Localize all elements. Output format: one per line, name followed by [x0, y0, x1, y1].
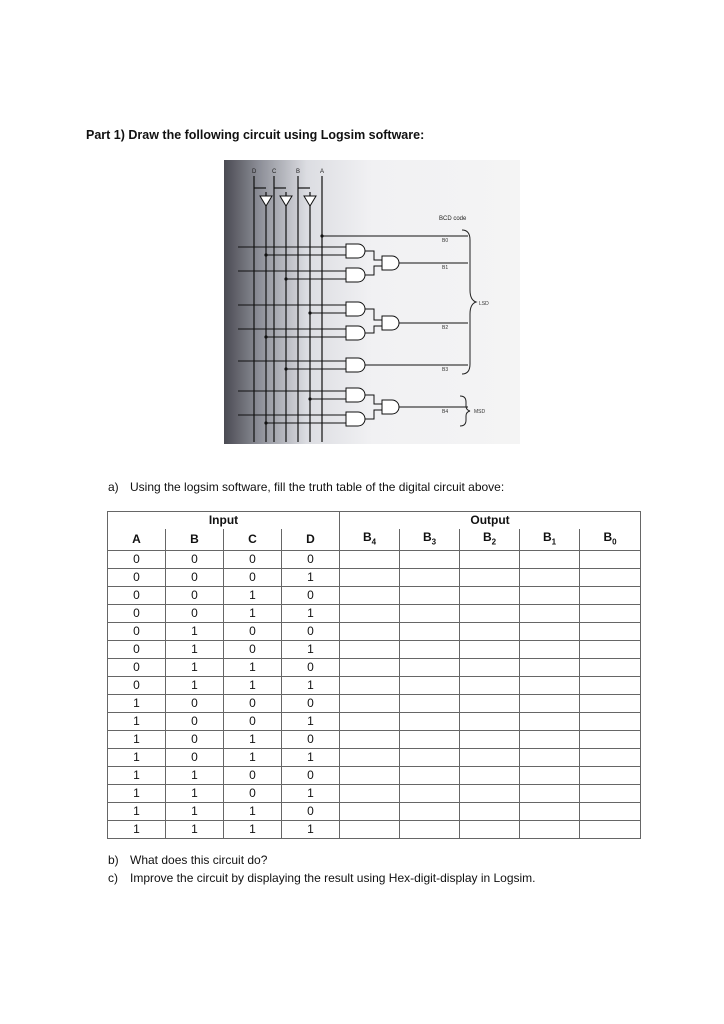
output-cell[interactable]: [580, 803, 641, 821]
input-group-header: Input: [108, 512, 340, 530]
output-cell[interactable]: [580, 551, 641, 569]
output-cell[interactable]: [460, 659, 520, 677]
output-cell[interactable]: [520, 551, 580, 569]
input-cell: 1: [166, 677, 224, 695]
input-cell: 1: [108, 767, 166, 785]
input-cell: 1: [224, 821, 282, 839]
output-cell[interactable]: [580, 605, 641, 623]
input-cell: 0: [282, 623, 340, 641]
output-cell[interactable]: [340, 803, 400, 821]
output-group-header: Output: [340, 512, 641, 530]
output-cell[interactable]: [580, 641, 641, 659]
output-cell[interactable]: [340, 587, 400, 605]
input-cell: 0: [282, 803, 340, 821]
output-cell[interactable]: [520, 785, 580, 803]
input-cell: 0: [224, 551, 282, 569]
output-cell[interactable]: [340, 785, 400, 803]
input-cell: 1: [224, 731, 282, 749]
input-cell: 1: [108, 713, 166, 731]
output-cell[interactable]: [580, 785, 641, 803]
input-cell: 1: [282, 749, 340, 767]
input-cell: 0: [108, 587, 166, 605]
output-cell[interactable]: [400, 785, 460, 803]
input-cell: 1: [108, 731, 166, 749]
lsd-label: LSD: [479, 301, 489, 307]
table-row: [108, 641, 641, 659]
input-cell: 0: [108, 569, 166, 587]
question-a: [108, 480, 504, 494]
output-cell[interactable]: [340, 677, 400, 695]
input-cell: 1: [282, 677, 340, 695]
output-label-b0: B0: [442, 238, 449, 244]
output-cell[interactable]: [580, 821, 641, 839]
input-cell: 0: [224, 785, 282, 803]
output-cell[interactable]: [340, 695, 400, 713]
output-cell[interactable]: [520, 731, 580, 749]
output-cell[interactable]: [520, 641, 580, 659]
output-cell[interactable]: [580, 695, 641, 713]
input-cell: 0: [224, 695, 282, 713]
column-header-b2: $B_2$: [460, 529, 520, 551]
input-cell: 0: [282, 587, 340, 605]
table-row: [108, 551, 641, 569]
question-b-text: What does this circuit do?: [130, 853, 268, 867]
input-cell: 0: [166, 587, 224, 605]
column-header-c: C: [224, 529, 282, 551]
table-row: [108, 767, 641, 785]
input-cell: 1: [166, 659, 224, 677]
input-cell: 0: [282, 767, 340, 785]
output-cell[interactable]: [520, 767, 580, 785]
input-cell: 1: [108, 785, 166, 803]
output-cell[interactable]: [400, 641, 460, 659]
table-row: [108, 731, 641, 749]
input-cell: 0: [108, 551, 166, 569]
question-c: [108, 871, 536, 885]
input-cell: 0: [166, 713, 224, 731]
input-cell: 0: [166, 695, 224, 713]
output-cell[interactable]: [400, 587, 460, 605]
output-cell[interactable]: [340, 713, 400, 731]
table-row: [108, 821, 641, 839]
input-cell: 1: [166, 785, 224, 803]
output-cell[interactable]: [340, 749, 400, 767]
column-header-a: A: [108, 529, 166, 551]
output-cell[interactable]: [340, 659, 400, 677]
column-header-d: D: [282, 529, 340, 551]
input-cell: 1: [166, 767, 224, 785]
output-cell[interactable]: [400, 749, 460, 767]
output-cell[interactable]: [460, 587, 520, 605]
output-cell[interactable]: [520, 677, 580, 695]
table-row: [108, 695, 641, 713]
question-b-letter: b): [108, 853, 119, 867]
output-cell[interactable]: [580, 587, 641, 605]
question-a-letter: a): [108, 480, 119, 494]
input-cell: 1: [166, 641, 224, 659]
output-cell[interactable]: [340, 731, 400, 749]
output-cell[interactable]: [580, 677, 641, 695]
output-cell[interactable]: [580, 713, 641, 731]
input-cell: 0: [282, 695, 340, 713]
input-cell: 0: [224, 713, 282, 731]
output-cell[interactable]: [460, 785, 520, 803]
header-group-row: [108, 512, 641, 530]
output-cell[interactable]: [340, 641, 400, 659]
table-row: [108, 713, 641, 731]
output-cell[interactable]: [520, 803, 580, 821]
output-cell[interactable]: [400, 659, 460, 677]
output-cell[interactable]: [460, 695, 520, 713]
output-label-b1: B1: [442, 265, 449, 271]
question-c-letter: c): [108, 871, 118, 885]
input-cell: 1: [282, 605, 340, 623]
output-cell[interactable]: [520, 695, 580, 713]
input-cell: 0: [166, 569, 224, 587]
output-cell[interactable]: [340, 821, 400, 839]
input-cell: 0: [166, 749, 224, 767]
table-row: [108, 677, 641, 695]
output-cell[interactable]: [460, 551, 520, 569]
input-cell: 1: [282, 713, 340, 731]
input-label-a: A: [320, 169, 325, 175]
input-cell: 0: [282, 551, 340, 569]
table-row: [108, 749, 641, 767]
input-cell: 1: [224, 749, 282, 767]
output-label-b4: B4: [442, 409, 449, 415]
output-cell[interactable]: [460, 803, 520, 821]
input-cell: 1: [224, 659, 282, 677]
output-cell[interactable]: [400, 551, 460, 569]
output-cell[interactable]: [400, 767, 460, 785]
output-cell[interactable]: [520, 605, 580, 623]
input-cell: 0: [224, 767, 282, 785]
input-cell: 0: [282, 659, 340, 677]
output-cell[interactable]: [580, 659, 641, 677]
output-cell[interactable]: [580, 767, 641, 785]
input-cell: 1: [282, 785, 340, 803]
output-cell[interactable]: [520, 821, 580, 839]
input-cell: 1: [282, 641, 340, 659]
input-cell: 0: [224, 569, 282, 587]
output-cell[interactable]: [400, 713, 460, 731]
input-cell: 1: [282, 569, 340, 587]
bcd-code-label: BCD code: [439, 216, 467, 222]
output-cell[interactable]: [580, 749, 641, 767]
output-cell[interactable]: [520, 569, 580, 587]
input-cell: 0: [166, 605, 224, 623]
truth-table-body: [108, 551, 641, 839]
output-cell[interactable]: [520, 587, 580, 605]
output-label-b3: B3: [442, 367, 449, 373]
output-cell[interactable]: [460, 713, 520, 731]
input-cell: 0: [282, 731, 340, 749]
output-cell[interactable]: [460, 821, 520, 839]
table-row: [108, 605, 641, 623]
output-cell[interactable]: [340, 623, 400, 641]
output-cell[interactable]: [460, 767, 520, 785]
input-cell: 1: [108, 821, 166, 839]
table-row: [108, 785, 641, 803]
output-cell[interactable]: [460, 641, 520, 659]
input-cell: 1: [166, 623, 224, 641]
output-cell[interactable]: [400, 605, 460, 623]
output-cell[interactable]: [460, 623, 520, 641]
input-cell: 0: [224, 623, 282, 641]
table-row: [108, 569, 641, 587]
input-cell: 1: [224, 587, 282, 605]
output-cell[interactable]: [400, 731, 460, 749]
input-cell: 0: [166, 551, 224, 569]
msd-label: MSD: [474, 409, 486, 415]
column-header-b1: $B_1$: [520, 529, 580, 551]
output-cell[interactable]: [340, 551, 400, 569]
circuit-figure: [224, 160, 520, 444]
input-cell: 1: [224, 605, 282, 623]
output-cell[interactable]: [400, 677, 460, 695]
input-cell: 1: [282, 821, 340, 839]
input-cell: 1: [166, 821, 224, 839]
input-cell: 0: [108, 677, 166, 695]
table-row: [108, 803, 641, 821]
column-header-b: B: [166, 529, 224, 551]
question-c-text: Improve the circuit by displaying the result using Hex-digit-display in Logsim.: [130, 871, 536, 885]
output-cell[interactable]: [580, 569, 641, 587]
input-cell: 0: [166, 731, 224, 749]
input-cell: 0: [108, 641, 166, 659]
column-header-b0: $B_0$: [580, 529, 641, 551]
output-cell[interactable]: [340, 605, 400, 623]
output-cell[interactable]: [580, 731, 641, 749]
input-label-b: B: [296, 169, 301, 175]
table-row: [108, 623, 641, 641]
column-header-b3: $B_3$: [400, 529, 460, 551]
input-cell: 1: [108, 803, 166, 821]
output-cell[interactable]: [340, 767, 400, 785]
table-row: [108, 659, 641, 677]
output-cell[interactable]: [520, 623, 580, 641]
input-cell: 0: [108, 605, 166, 623]
question-a-text: Using the logsim software, fill the truth table of the digital circuit above:: [130, 480, 505, 494]
output-cell[interactable]: [340, 569, 400, 587]
output-cell[interactable]: [460, 677, 520, 695]
header-column-row: [108, 529, 641, 551]
input-cell: 1: [108, 695, 166, 713]
output-cell[interactable]: [580, 623, 641, 641]
input-label-c: C: [272, 169, 277, 175]
output-cell[interactable]: [520, 659, 580, 677]
column-header-b4: $B_4$: [340, 529, 400, 551]
output-cell[interactable]: [400, 695, 460, 713]
input-cell: 1: [166, 803, 224, 821]
output-cell[interactable]: [400, 623, 460, 641]
output-cell[interactable]: [520, 749, 580, 767]
output-cell[interactable]: [400, 569, 460, 587]
truth-table: [107, 511, 641, 839]
input-cell: 1: [224, 677, 282, 695]
question-b: [108, 853, 267, 867]
output-cell[interactable]: [460, 569, 520, 587]
output-label-b2: B2: [442, 325, 449, 331]
output-cell[interactable]: [400, 803, 460, 821]
output-cell[interactable]: [460, 731, 520, 749]
input-cell: 0: [224, 641, 282, 659]
input-cell: 0: [108, 659, 166, 677]
page-heading: Part 1) Draw the following circuit using Logsim software:: [86, 128, 425, 142]
table-row: [108, 587, 641, 605]
output-cell[interactable]: [400, 821, 460, 839]
output-cell[interactable]: [460, 605, 520, 623]
input-cell: 1: [108, 749, 166, 767]
output-cell[interactable]: [460, 749, 520, 767]
input-cell: 0: [108, 623, 166, 641]
input-cell: 1: [224, 803, 282, 821]
input-label-d: D: [252, 169, 257, 175]
output-cell[interactable]: [520, 713, 580, 731]
